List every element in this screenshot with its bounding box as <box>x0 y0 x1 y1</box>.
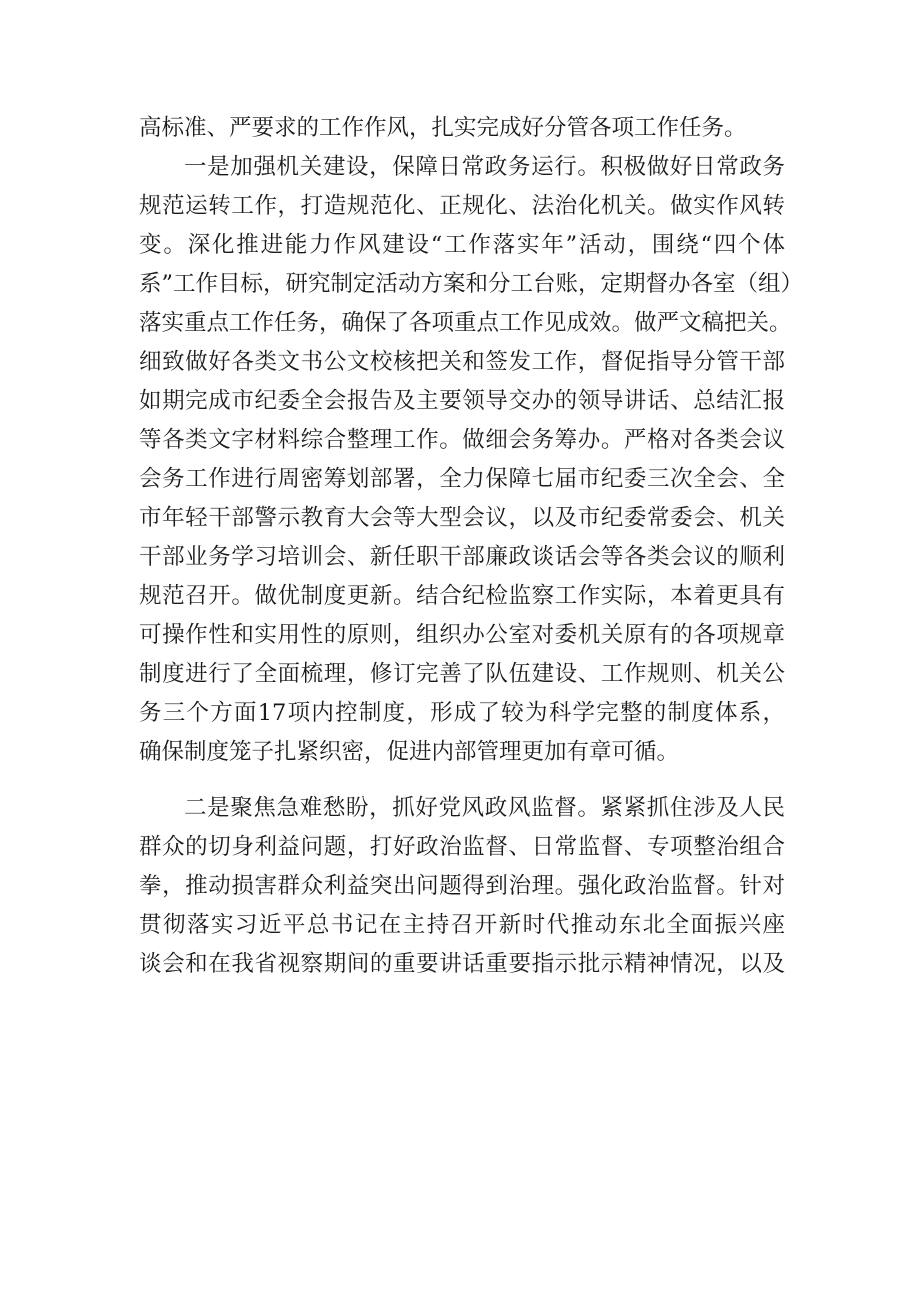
paragraph-spacer <box>139 772 785 789</box>
text-line: 确保制度笼子扎紧织密，促进内部管理更加有章可循。 <box>139 739 680 765</box>
text-line: 可操作性和实用性的原则，组织办公室对委机关原有的各项规章 <box>139 622 785 648</box>
text-line: 系”工作目标，研究制定活动方案和分工台账，定期督办各室（组） <box>139 271 804 297</box>
paragraph-2 <box>139 148 804 772</box>
text-line: 拳，推动损害群众利益突出问题得到治理。强化政治监督。针对 <box>139 873 785 899</box>
text-line: 规范运转工作，打造规范化、正规化、法治化机关。做实作风转 <box>139 193 785 219</box>
text-line: 谈会和在我省视察期间的重要讲话重要指示批示精神情况，以及 <box>139 951 785 977</box>
text-line: 等各类文字材料综合整理工作。做细会务筹办。严格对各类会议 <box>139 427 785 453</box>
text-line: 二是聚焦急难愁盼，抓好党风政风监督。紧紧抓住涉及人民 <box>184 795 785 821</box>
text-line: 市年轻干部警示教育大会等大型会议，以及市纪委常委会、机关 <box>139 505 785 531</box>
text-line: 落实重点工作任务，确保了各项重点工作见成效。做严文稿把关。 <box>139 310 792 336</box>
paragraph-1 <box>139 109 785 148</box>
text-line: 务三个方面17项内控制度，形成了较为科学完整的制度体系， <box>139 700 785 726</box>
paragraph-3 <box>139 789 785 984</box>
text-line: 贯彻落实习近平总书记在主持召开新时代推动东北全面振兴座 <box>139 912 785 938</box>
text-line: 干部业务学习培训会、新任职干部廉政谈话会等各类会议的顺利 <box>139 544 785 570</box>
text-line: 细致做好各类文书公文校核把关和签发工作，督促指导分管干部 <box>139 349 785 375</box>
text-line: 规范召开。做优制度更新。结合纪检监察工作实际，本着更具有 <box>139 583 785 609</box>
text-line: 制度进行了全面梳理，修订完善了队伍建设、工作规则、机关公 <box>139 661 785 687</box>
text-line: 变。深化推进能力作风建设“工作落实年”活动，围绕“四个体 <box>139 232 785 258</box>
text-line: 如期完成市纪委全会报告及主要领导交办的领导讲话、总结汇报 <box>139 388 785 414</box>
document-body <box>139 109 804 984</box>
text-line: 会务工作进行周密筹划部署，全力保障七届市纪委三次全会、全 <box>139 466 785 492</box>
text-line: 群众的切身利益问题，打好政治监督、日常监督、专项整治组合 <box>139 834 785 860</box>
text-line: 高标准、严要求的工作作风，扎实完成好分管各项工作任务。 <box>139 115 747 141</box>
text-line: 一是加强机关建设，保障日常政务运行。积极做好日常政务 <box>184 154 785 180</box>
